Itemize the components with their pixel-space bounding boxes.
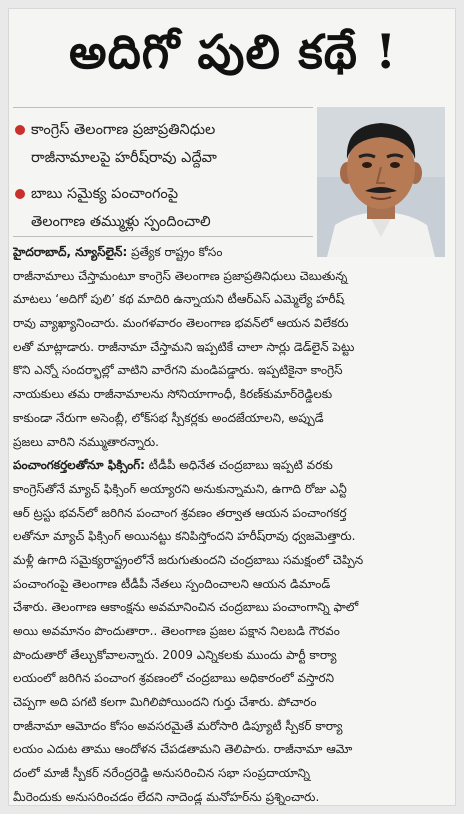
article-line: [13, 241, 445, 265]
article-line: ఆర్ ట్రస్టు భవన్‌లో జరిగిన పంచాంగ శ్రవణం తర్వాత ఆయన పంచాంగకర్త: [13, 505, 347, 520]
news-clipping: [8, 8, 456, 806]
deck-item: [13, 180, 313, 236]
article-line: కాంగ్రెస్‌తోనే మ్యాచ్ ఫిక్సింగ్ అయ్యారని అనుకున్నామని, ఉగాది రోజు ఎన్టీ: [13, 481, 347, 496]
article-line: లతోనూ మ్యాచ్ ఫిక్సింగ్ అయినట్టు కనిపిస్తోందని హరీష్‌రావు ధ్వజమెత్తారు.: [13, 529, 356, 544]
deck-text: కాంగ్రెస్ తెలంగాణ ప్రజాప్రతినిధుల రాజీనామాలపై హరీష్‌రావు ఎద్దేవా: [31, 122, 217, 166]
portrait-illustration: [317, 107, 445, 257]
deck-item: [13, 116, 313, 172]
red-bullet-icon: [15, 189, 25, 199]
article-line: మళ్లీ ఉగాది సమైక్యరాష్ట్రంలోనే జరుగుతుందని చంద్రబాబు సమక్షంలో చెప్పిన: [13, 552, 364, 567]
article-line: లయంలో జరిగిన పంచాంగ శ్రవణంలో చంద్రబాబు అధికారంలో వస్తారని: [13, 671, 335, 686]
article-line: రావు వ్యాఖ్యానించారు. మంగళవారం తెలంగాణ భవన్‌లో ఆయన విలేకరు: [13, 316, 349, 331]
article-line: చేశారు. తెలంగాణ ఆకాంక్షను అవమానించిన చంద్రబాబు పంచాంగాన్ని ఫాలో: [13, 600, 359, 615]
article-body: [13, 241, 445, 806]
article-line: మీరెందుకు అనుసరించడం లేదని నాదెండ్ల మనోహర్‌ను ప్రశ్నించారు.: [13, 789, 320, 804]
article-line: నాయకులు తమ రాజీనామాలను సోనియాగాంధీ, కిరణ్‌కుమార్‌రెడ్డిలకు: [13, 387, 333, 402]
article-line: కొని ఎన్నో సందర్భాల్లో వాటిని వారేగని మండిపడ్డారు. ఇప్పటికైనా కాంగ్రెస్: [13, 363, 343, 378]
article-line: ప్రజలు వారిని నమ్ముతారన్నారు.: [13, 434, 159, 449]
deck-box: [13, 107, 313, 237]
article-text: టీడీపీ అధినేత చంద్రబాబు ఇప్పటి వరకు: [144, 458, 333, 473]
red-bullet-icon: [15, 125, 25, 135]
headline: అదిగో పులి కథే !: [69, 25, 397, 80]
deck-text: బాబు సమైక్య పంచాంగంపై తెలంగాణ తమ్ముళ్లు స్పందించాలి: [31, 186, 211, 230]
article-line: రాజీనామా ఆమోదం కోసం అవసరమైతే మరోసారి డిప్యూటీ స్పీకర్ కార్యా: [13, 718, 343, 733]
portrait-photo: [317, 107, 445, 257]
article-line: అయి అవమానం పొందుతారా.. తెలంగాణ ప్రజల పక్షాన నిలబడి గౌరవం: [13, 624, 340, 638]
article-line: పంచాంగంపై తెలంగాణ టీడీపీ నేతలు స్పందించాలని ఆయన డిమాండ్: [13, 576, 331, 591]
article-line: కాకుండా నేరుగా అసెంబ్లీ, లోక్‌సభ స్పీకర్లకు అందజేయాలని, అప్పుడే: [13, 410, 324, 425]
article-line: దంలో మాజీ స్పీకర్ నరేంద్రరెడ్డి అనుసరించిన సభా సంప్రదాయాన్ని: [13, 766, 311, 781]
article-line: చెప్పగా అది పగటి కలగా మిగిలిపోయిందని గుర్తు చేశారు. పోచారం: [13, 695, 317, 710]
article-line: [13, 454, 445, 478]
article-line: పొందుతారో తేల్చుకోవాలన్నారు. 2009 ఎన్నికలకు ముందు పార్టీ కార్యా: [13, 647, 337, 662]
article-line: లతో మాట్లాడారు. రాజీనామా చేస్తామని ఇప్పటికే చాలా సార్లు డెడ్‌లైన్ పెట్టు: [13, 339, 355, 354]
article-line: లయం ఎదుట తాము ఆందోళన చేపడతామని తెలిపారు. రాజీనామా ఆమో: [13, 742, 353, 757]
article-line: రాజీనామాలు చేస్తామంటూ కాంగ్రెస్ తెలంగాణ ప్రజాప్రతినిధులు చెబుతున్న: [13, 268, 348, 283]
article-text: ప్రత్యేక రాష్ట్రం కోసం: [127, 245, 223, 259]
article-line: మాటలు ‘అదిగో పులి’ కథ మాదిరి ఉన్నాయని టీఆర్‌ఎస్ ఎమ్మెల్యే హరీష్: [13, 292, 345, 307]
subheading: పంచాంగకర్తలతోనూ ఫిక్సింగ్:: [13, 458, 145, 473]
dateline: హైదరాబాద్, న్యూస్‌లైన్:: [13, 245, 128, 259]
